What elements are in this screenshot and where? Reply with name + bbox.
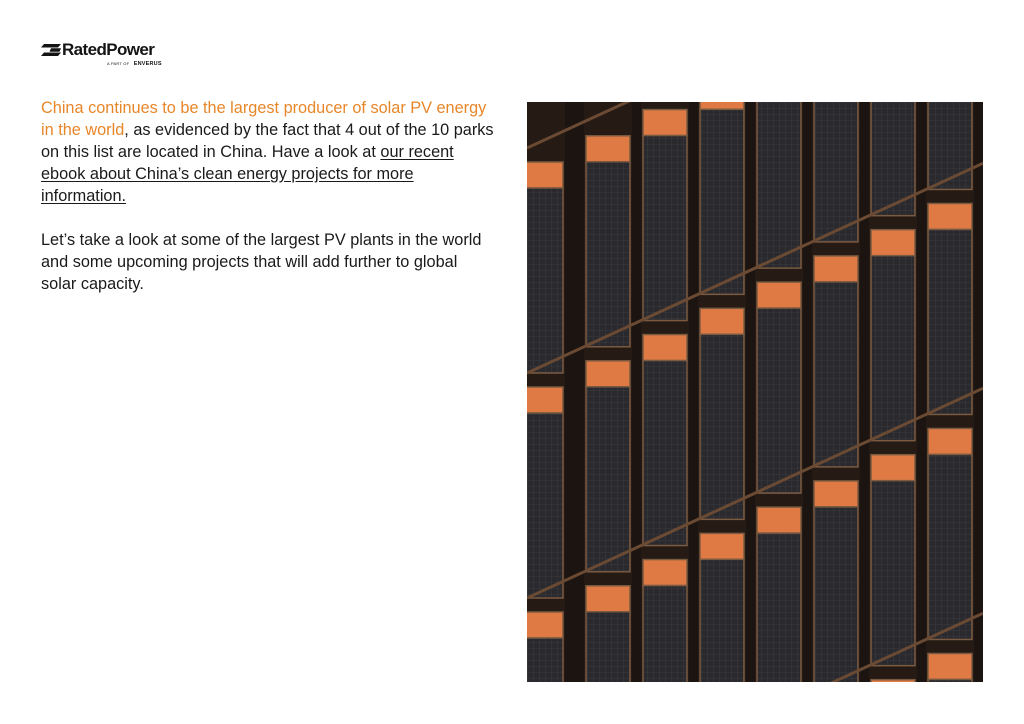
panel-column <box>584 102 632 682</box>
logo-tagline <box>107 58 162 67</box>
ratedpower-logo <box>41 40 161 66</box>
copper-panel-cap <box>700 533 744 559</box>
solar-panel <box>586 387 630 572</box>
copper-panel-cap <box>871 680 915 682</box>
panel-column <box>755 102 803 682</box>
solar-panel <box>757 533 801 682</box>
logo-tagline-prefix: A PART OF <box>107 61 130 66</box>
solar-panel <box>586 612 630 682</box>
highlight-text: China continues to be the largest producer of solar PV energy in the world <box>41 99 487 139</box>
copper-panel-cap <box>757 282 801 308</box>
solar-panel <box>643 136 687 321</box>
solar-panel <box>928 102 972 189</box>
copper-panel-cap <box>757 507 801 533</box>
copper-panel-cap <box>928 428 972 454</box>
solar-panel <box>643 361 687 546</box>
copper-panel-cap <box>871 455 915 481</box>
copper-panel-cap <box>527 612 563 638</box>
copper-panel-cap <box>643 335 687 361</box>
solar-panel <box>643 586 687 682</box>
solar-panel <box>586 162 630 347</box>
paragraph-2: Let’s take a look at some of the largest PV plants in the world and some upcoming projects that will add further to global solar capacity. <box>41 231 482 293</box>
ebook-link[interactable]: our recent ebook about China’s clean energy projects for more information. <box>41 143 454 205</box>
copper-panel-cap <box>700 102 744 109</box>
copper-panel-cap <box>871 230 915 256</box>
copper-panel-cap <box>643 110 687 136</box>
solar-panel <box>928 679 972 682</box>
paragraph-1-text: , as evidenced by the fact that 4 out of the 10 parks on this list are located in China. Have a look at <box>41 121 494 161</box>
body-text <box>41 97 496 295</box>
solar-panel <box>871 256 915 441</box>
solar-panel <box>757 308 801 493</box>
solar-panel <box>757 102 801 268</box>
copper-panel-cap <box>928 203 972 229</box>
copper-panel-cap <box>814 481 858 507</box>
solar-panel <box>527 188 563 373</box>
solar-panel <box>814 102 858 242</box>
solar-panel <box>928 454 972 639</box>
solar-panels-illustration <box>527 102 983 682</box>
solar-panel <box>814 507 858 682</box>
solar-panel <box>700 334 744 519</box>
copper-panel-cap <box>586 136 630 162</box>
panel-column <box>812 102 860 682</box>
solar-panels-photo <box>527 102 983 682</box>
copper-panel-cap <box>814 256 858 282</box>
solar-panel <box>871 481 915 666</box>
solar-panel <box>814 282 858 467</box>
logo-wordmark: RatedPower <box>62 40 155 59</box>
solar-panel <box>700 559 744 682</box>
copper-panel-cap <box>700 308 744 334</box>
copper-panel-cap <box>928 653 972 679</box>
panel-column <box>869 102 917 682</box>
solar-panel <box>527 413 563 598</box>
copper-panel-cap <box>527 162 563 188</box>
copper-panel-cap <box>527 387 563 413</box>
ratedpower-logo-icon <box>41 44 61 56</box>
copper-panel-cap <box>643 560 687 586</box>
solar-panel <box>928 229 972 414</box>
solar-panel <box>527 638 563 682</box>
panel-column <box>641 102 689 682</box>
paragraph-1 <box>41 97 496 207</box>
panel-column <box>698 102 746 682</box>
copper-panel-cap <box>586 586 630 612</box>
solar-panel <box>700 109 744 294</box>
copper-panel-cap <box>586 361 630 387</box>
logo-parent-brand: ENVERUS <box>133 61 162 67</box>
panel-column <box>926 102 974 682</box>
